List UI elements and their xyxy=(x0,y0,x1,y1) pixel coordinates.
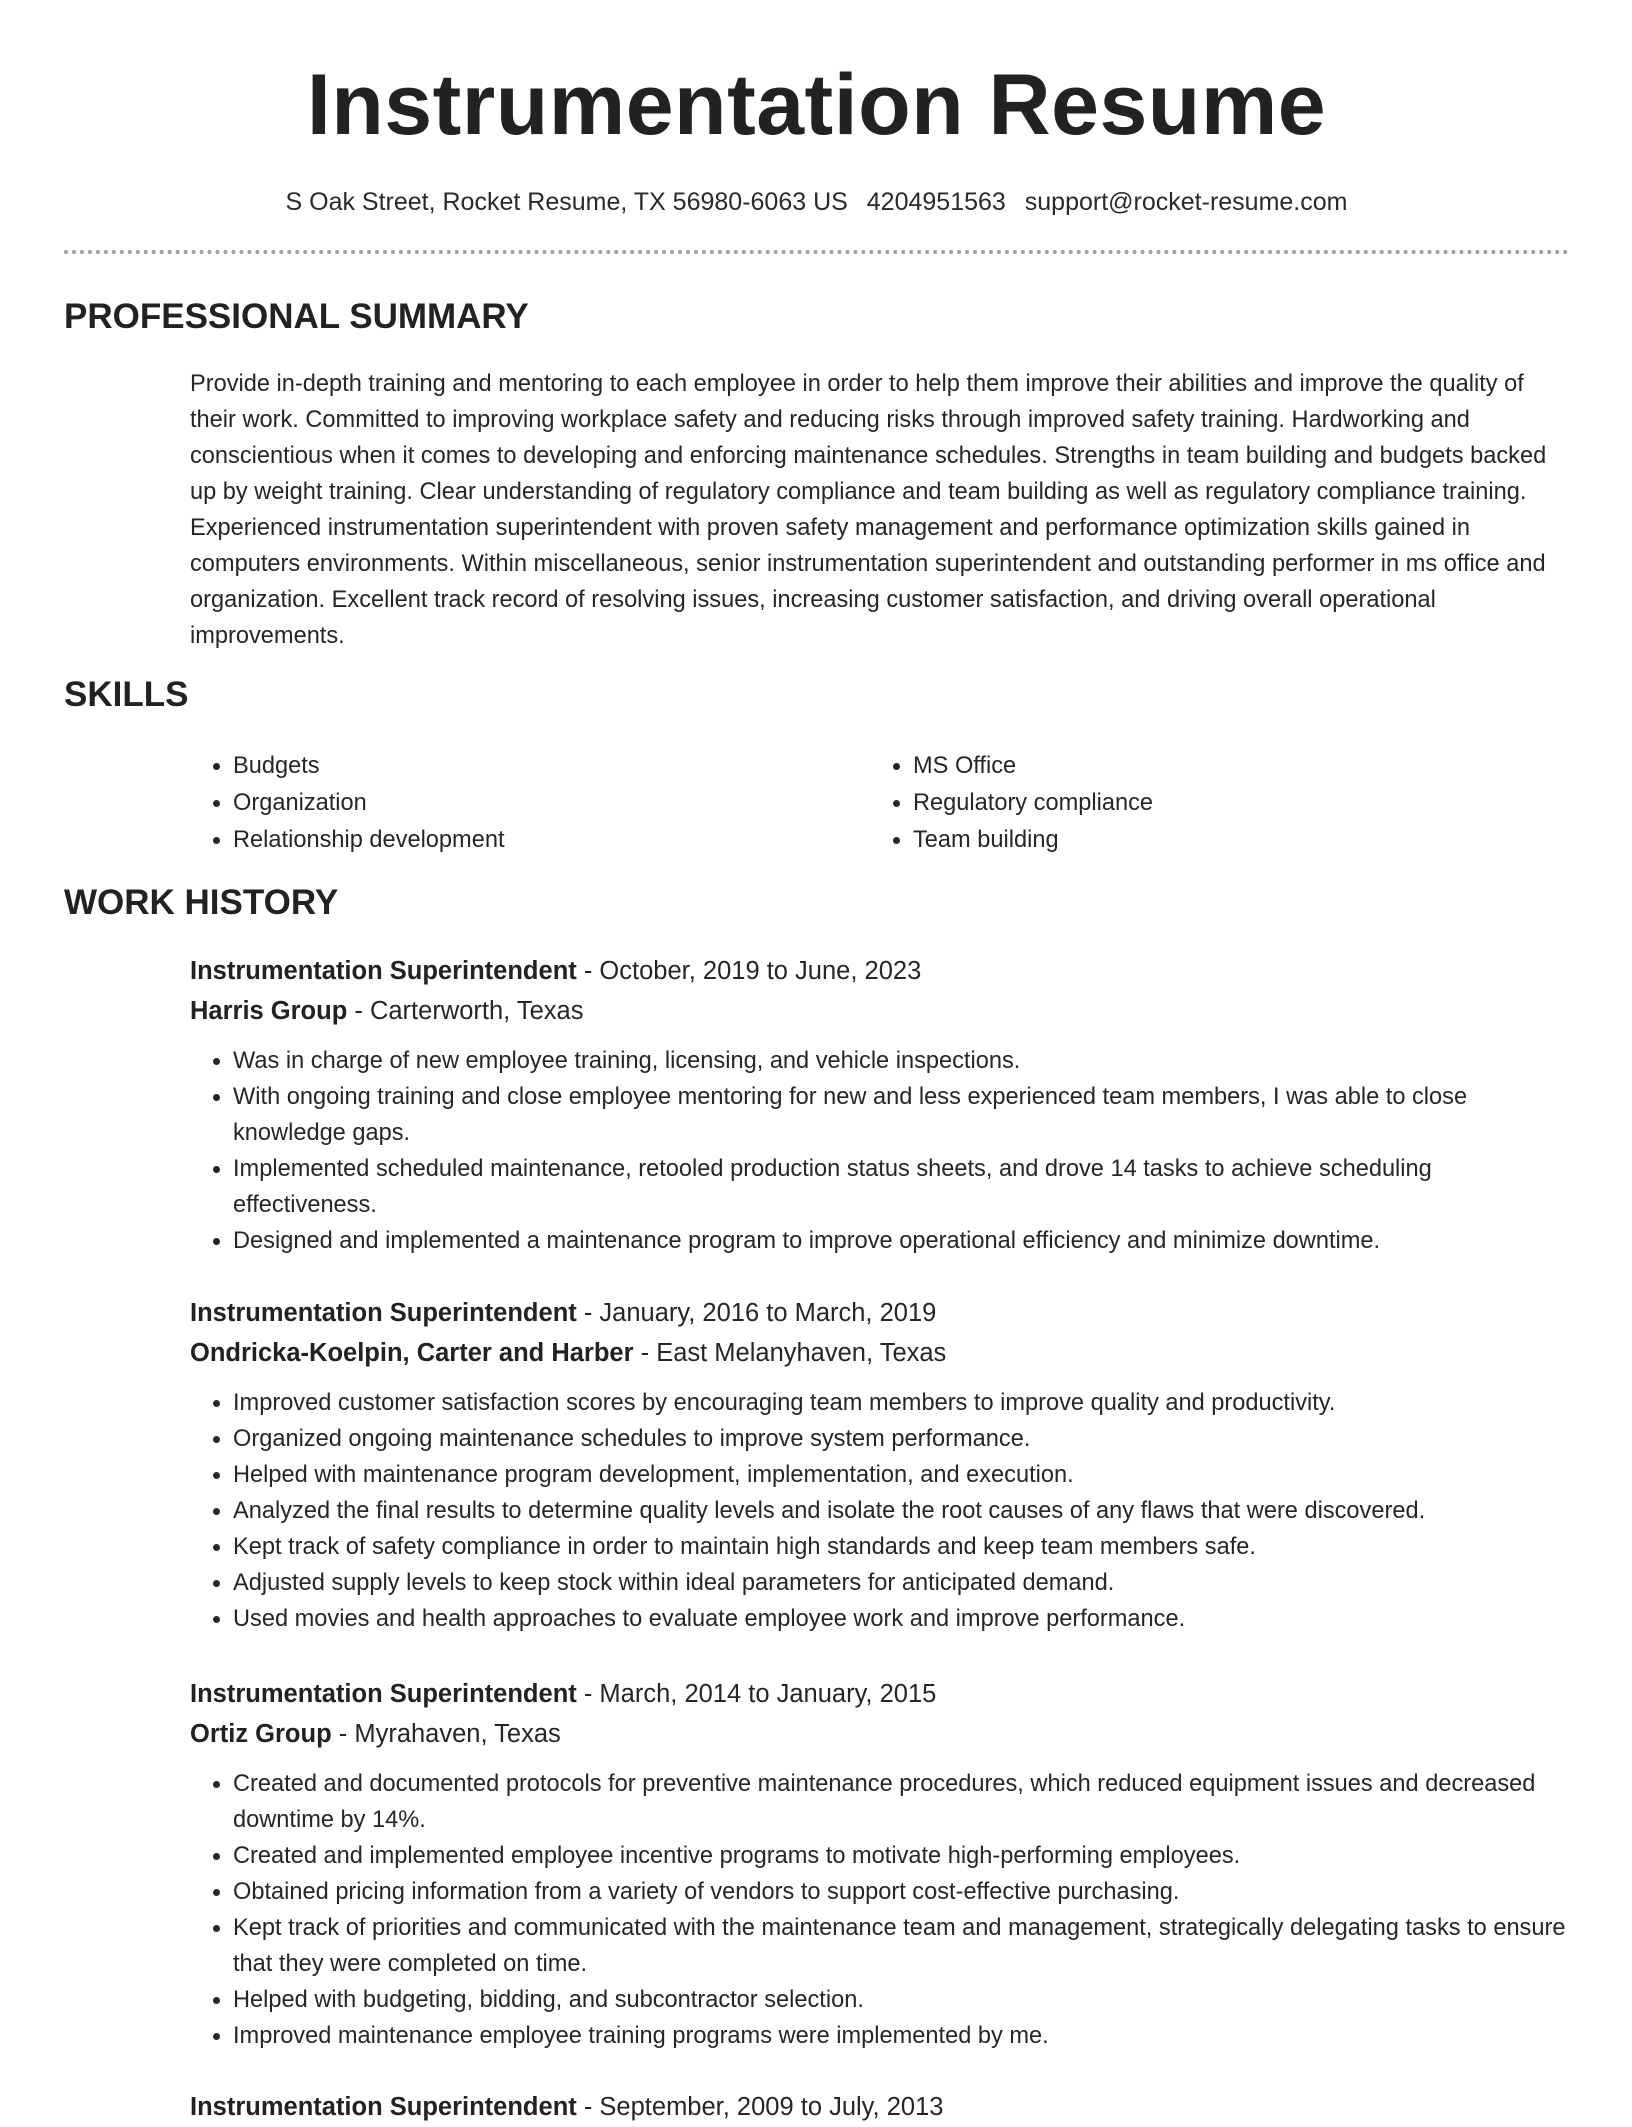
contact-address: S Oak Street, Rocket Resume, TX 56980-6063 US xyxy=(285,188,848,216)
skills-column-right xyxy=(870,748,1550,859)
skill-item: • Organization xyxy=(233,785,870,822)
job-bullet: • Obtained pricing information from a variety of vendors to support cost-effective purchasing. xyxy=(233,1874,1570,1910)
summary-text: Provide in-depth training and mentoring to each employee in order to help them improve their abilities and improve the quality of their work. Committed to improving workplace safety and reducing risks through improved safety training. Hardworking and conscientious when it comes to developing and enforcing maintenance schedules. Strengths in team building and budgets backed up by weight training. Clear understanding of regulatory compliance and team building as well as regulatory compliance training. Experienced instrumentation superintendent with proven safety management and performance optimization skills gained in computers environments. Within miscellaneous, senior instrumentation superintendent and outstanding performer in ms office and organization. Excellent track record of resolving issues, increasing customer satisfaction, and driving overall operational improvements. xyxy=(190,371,1547,649)
work-history-heading: WORK HISTORY xyxy=(64,883,339,922)
job-dates: - March, 2014 to January, 2015 xyxy=(576,1680,937,1708)
job-company: Ortiz Group xyxy=(190,1720,332,1748)
contact-line xyxy=(64,184,1569,220)
job-company-line xyxy=(190,1333,1570,1373)
job-bullet: • With ongoing training and close employee mentoring for new and less experienced team members, I was able to close knowledge gaps. xyxy=(233,1079,1570,1151)
job-bullet: • Designed and implemented a maintenance program to improve operational efficiency and minimize downtime. xyxy=(233,1223,1570,1259)
contact-email[interactable]: support@rocket-resume.com xyxy=(1024,188,1348,216)
skill-item: • Budgets xyxy=(233,748,870,785)
job-bullet: • Kept track of safety compliance in order to maintain high standards and keep team members safe. xyxy=(233,1529,1570,1565)
job-location: - East Melanyhaven, Texas xyxy=(633,1339,947,1367)
job-title: Instrumentation Superintendent xyxy=(190,1680,577,1708)
job-entry xyxy=(190,951,1570,1259)
job-bullets xyxy=(190,1043,1570,1259)
skill-item: • MS Office xyxy=(913,748,1550,785)
job-dates: - January, 2016 to March, 2019 xyxy=(576,1299,937,1327)
skill-item: • Regulatory compliance xyxy=(913,785,1550,822)
job-dates: - September, 2009 to July, 2013 xyxy=(576,2093,944,2121)
job-company: Ondricka-Koelpin, Carter and Harber xyxy=(190,1339,634,1367)
job-bullet: • Improved customer satisfaction scores by encouraging team members to improve quality and productivity. xyxy=(233,1385,1570,1421)
job-bullet: • Implemented scheduled maintenance, retooled production status sheets, and drove 14 tasks to achieve scheduling effectiveness. xyxy=(233,1151,1570,1223)
job-bullet: • Kept track of priorities and communicated with the maintenance team and management, strategically delegating tasks to ensure that they were completed on time. xyxy=(233,1910,1570,1982)
job-bullets xyxy=(190,1766,1570,2054)
contact-phone: 4204951563 xyxy=(866,188,1006,216)
job-bullet: • Was in charge of new employee training, licensing, and vehicle inspections. xyxy=(233,1043,1570,1079)
job-entry xyxy=(190,1674,1570,2054)
job-title-line xyxy=(190,2087,1570,2127)
job-bullet: • Created and documented protocols for preventive maintenance procedures, which reduced equipment issues and decreased downtime by 14%. xyxy=(233,1766,1570,1838)
job-entry xyxy=(190,2087,1570,2127)
job-company-line xyxy=(190,1714,1570,1754)
job-title-line xyxy=(190,1293,1570,1333)
resume-title: Instrumentation Resume xyxy=(306,57,1327,153)
job-company: Harris Group xyxy=(190,997,348,1025)
job-bullet: • Helped with maintenance program development, implementation, and execution. xyxy=(233,1457,1570,1493)
job-title: Instrumentation Superintendent xyxy=(190,2093,577,2121)
job-bullet: • Used movies and health approaches to evaluate employee work and improve performance. xyxy=(233,1601,1570,1637)
skills-heading: SKILLS xyxy=(64,675,189,714)
header-divider xyxy=(64,250,1569,254)
skill-item: • Relationship development xyxy=(233,822,870,859)
job-title-line xyxy=(190,951,1570,991)
job-entry xyxy=(190,1293,1570,1637)
job-bullets xyxy=(190,1385,1570,1637)
skill-item: • Team building xyxy=(913,822,1550,859)
job-bullet: • Helped with budgeting, bidding, and subcontractor selection. xyxy=(233,1982,1570,2018)
job-bullet: • Created and implemented employee incentive programs to motivate high-performing employees. xyxy=(233,1838,1570,1874)
summary-heading: PROFESSIONAL SUMMARY xyxy=(64,297,529,336)
job-location: - Myrahaven, Texas xyxy=(331,1720,561,1748)
job-location: - Carterworth, Texas xyxy=(347,997,584,1025)
resume-header xyxy=(64,50,1569,220)
job-title: Instrumentation Superintendent xyxy=(190,1299,577,1327)
job-bullet: • Organized ongoing maintenance schedules to improve system performance. xyxy=(233,1421,1570,1457)
job-bullet: • Analyzed the final results to determine quality levels and isolate the root causes of any flaws that were discovered. xyxy=(233,1493,1570,1529)
job-title: Instrumentation Superintendent xyxy=(190,957,577,985)
skills-list xyxy=(190,748,1550,859)
skills-column-left xyxy=(190,748,870,859)
job-bullet: • Adjusted supply levels to keep stock within ideal parameters for anticipated demand. xyxy=(233,1565,1570,1601)
job-dates: - October, 2019 to June, 2023 xyxy=(576,957,922,985)
job-company-line xyxy=(190,991,1570,1031)
job-bullet: • Improved maintenance employee training programs were implemented by me. xyxy=(233,2018,1570,2054)
job-title-line xyxy=(190,1674,1570,1714)
